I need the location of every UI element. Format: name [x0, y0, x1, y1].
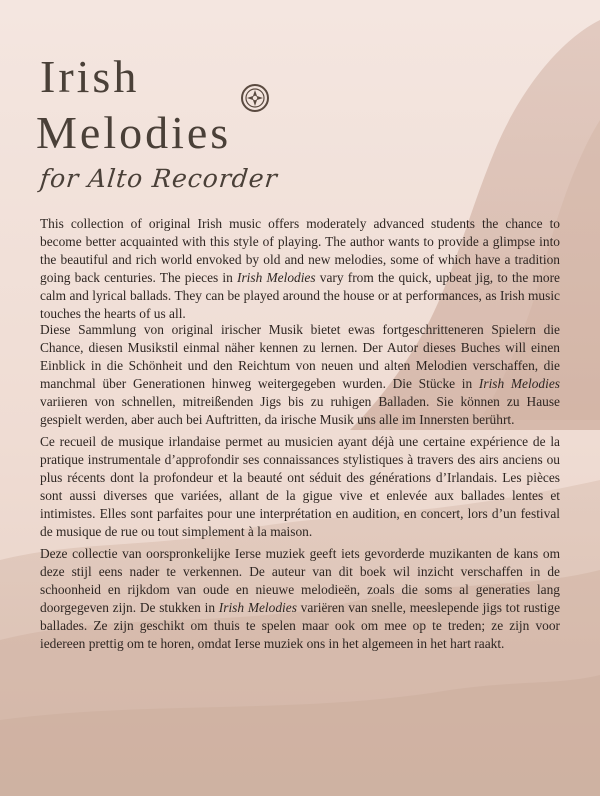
book-subtitle: for Alto Recorder — [38, 164, 280, 193]
paragraph-text: This collection of original Irish music offers moderately advanced students the chance to become better acquainted with this style of playing. The author wants to provide a glimpse into the beautiful and rich world envoked by old and new melodies, some of which have a tradition going back centuries. The pieces in — [40, 216, 560, 285]
paragraph-text: Ce recueil de musique irlandaise permet au musicien ayant déjà une certaine expérience de la pratique instrumentale d’approfondir ses connaissances stylistiques à travers des airs anciens ou plus récents dont la profondeur et la beauté ont séduit des générations d’Irlandais. Les pièces sont aussi diverses que variées, allant de la gigue vive et enlevée aux ballades lentes et intimistes. Elles sont parfaites pour une interprétation en audition, en concert, lors d’un festival de musique de rue ou tout simplement à la maison. — [40, 434, 560, 539]
description-french — [40, 433, 560, 541]
book-title-reference: Irish Melodies — [237, 270, 316, 285]
description-dutch — [40, 545, 560, 653]
title-line-2: Melodies — [36, 107, 232, 158]
book-title — [36, 51, 232, 158]
paragraph-text: Deze collectie van oorspronkelijke Ierse muziek geeft iets gevorderde muzikanten de kans om deze stijl eens nader te verkennen. De auteur van dit boek wil inzicht verschaffen in de schoonheid en rijkdom van oude en nieuwe melodieën, zoals die soms al generaties lang doorgegeven zijn. De stukken in — [40, 546, 560, 615]
description-english — [40, 215, 560, 323]
description-german — [40, 321, 560, 429]
title-line-1: Irish — [40, 51, 140, 102]
paragraph-text: variëren van snelle, meeslepende jigs tot rustige ballades. Ze zijn geschikt om thuis te spelen maar ook om mee op te treden; ze zijn voor iedereen prettig om te horen, omdat Ierse muziek ons in het algemeen in het hart raakt. — [40, 600, 561, 651]
book-title-reference: Irish Melodies — [478, 376, 560, 391]
paragraph-text: variieren von schnellen, mitreißenden Jigs bis zu ruhigen Balladen. Sie können zu Hause gespielt werden, aber auch bei Auftritten, da irische Musik uns alle im Innersten berührt. — [40, 394, 560, 427]
book-title-reference: Irish Melodies — [218, 600, 297, 615]
celtic-knot-icon — [240, 83, 270, 113]
paragraph-text: vary from the quick, upbeat jig, to the more calm and lyrical ballads. They can be played around the house or at performances, as Irish music touches the hearts of us all. — [40, 270, 560, 321]
paragraph-text: Diese Sammlung von original irischer Musik bietet ewas fortgeschritteneren Spielern die Chance, diesen Musikstil einmal näher kennen zu lernen. Der Autor dieses Buches will einen Einblick in die Schönheit und den Reichtum von neuen und alten Melodien verschaffen, die manchmal über Generationen hinweg weitergegeben wurden. Die Stücke in — [40, 322, 560, 391]
